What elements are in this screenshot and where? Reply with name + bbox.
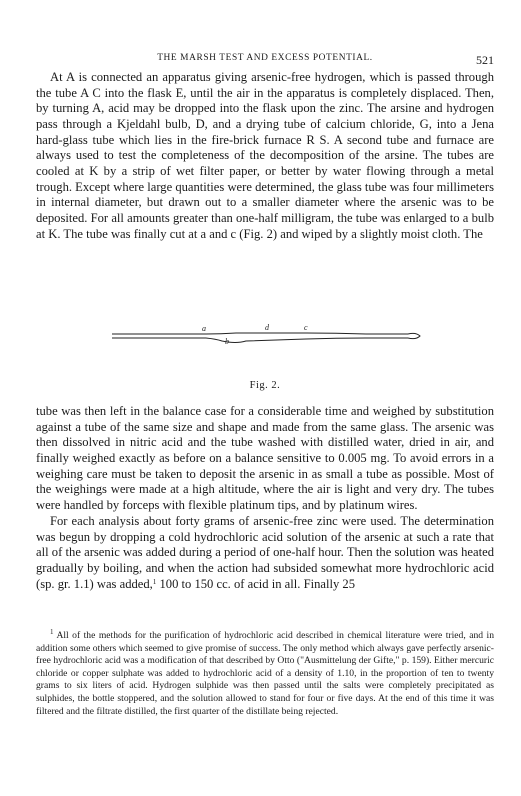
- label-b: b: [225, 337, 229, 346]
- analysis-text-start: For each analysis about forty grams of arsenic-free zinc were used. The determination was begun by dropping a cold hydrochloric acid solution of the arsenic at such a rate that all of the arsenic was added during a period of one-half hour. Then the solution was heated gradually by boiling, and when the action had subsided somewhat more hydrochloric acid (sp. gr. 1.1) was added,: [36, 514, 494, 591]
- footnote-marker: 1: [50, 628, 54, 636]
- analysis-text-end: 100 to 150 cc. of acid in all. Finally 25: [156, 576, 355, 591]
- footnote-text: All of the methods for the purification of hydrochloric acid described in chemical literature were tried, and in addition some others which seemed to give promise of success. The only method which always gave perfectly arsenic-free hydrochloric acid was a modification of that described by Otto ("Ausmittelung der Gifte," p. 159). Either mercuric chloride or copper sulphate was added to hydrochloric acid of a density of 1.10, in the proportion of ten to twenty grams to six liters of acid. Hydrogen sulphide was then passed until the salts were completely precipitated as sulphides, the bottle stoppered, and the solution allowed to stand for four or five days. At the end of this time it was filtered and the filtrate distilled, the first quarter of the distillate being rejected.: [36, 630, 494, 717]
- running-title: THE MARSH TEST AND EXCESS POTENTIAL.: [157, 53, 373, 63]
- label-a: a: [202, 324, 206, 333]
- tube-drawing: [36, 318, 494, 358]
- footnote: [36, 630, 494, 718]
- running-header: [36, 53, 494, 67]
- label-d: d: [265, 323, 269, 332]
- page-number: 521: [476, 53, 494, 67]
- label-c: c: [304, 323, 308, 332]
- paragraph-weighing: tube was then left in the balance case for a considerable time and weighed by substitution against a tube of the same size and shape and made from the same glass. The arsenic was then dissolved in nitric acid and the tube washed with distilled water, dried in air, and finally weighed exactly as before on a balance sensitive to 0.005 mg. To avoid errors in a weighing care must be taken to deposit the arsenic in as small a tube as possible. Most of the weighings were made at a high altitude, where the air is light and very dry. The tubes were handled by forceps with flexible platinum tips, and by platinum wires.: [36, 404, 494, 512]
- footnote-reference: 1: [152, 577, 157, 586]
- figure-caption: Fig. 2.: [249, 380, 281, 391]
- figure-tube-diagram: [36, 318, 494, 368]
- paragraph-analysis: [36, 514, 494, 592]
- paragraph-apparatus: At A is connected an apparatus giving arsenic-free hydrogen, which is passed through the tube A C into the flask E, until the air in the apparatus is completely displaced. Then, by turning A, acid may be dropped into the flask upon the zinc. The arsine and hydrogen pass through a Kjeldahl bulb, D, and a drying tube of calcium chloride, G, into a Jena hard-glass tube which lies in the fire-brick furnace R S. A second tube and furnace are always used to test the completeness of the decomposition of the arsine. The tubes are cooled at K by a strip of wet filter paper, or better by water flowing through a metal trough. Except where large quantities were determined, the glass tube was four millimeters in internal diameter, but drawn out to a smaller diameter where the arsenic was to be deposited. For all amounts greater than one-half milligram, the tube was enlarged to a bulb at K. The tube was finally cut at a and c (Fig. 2) and wiped by a slightly moist cloth. The: [36, 70, 494, 241]
